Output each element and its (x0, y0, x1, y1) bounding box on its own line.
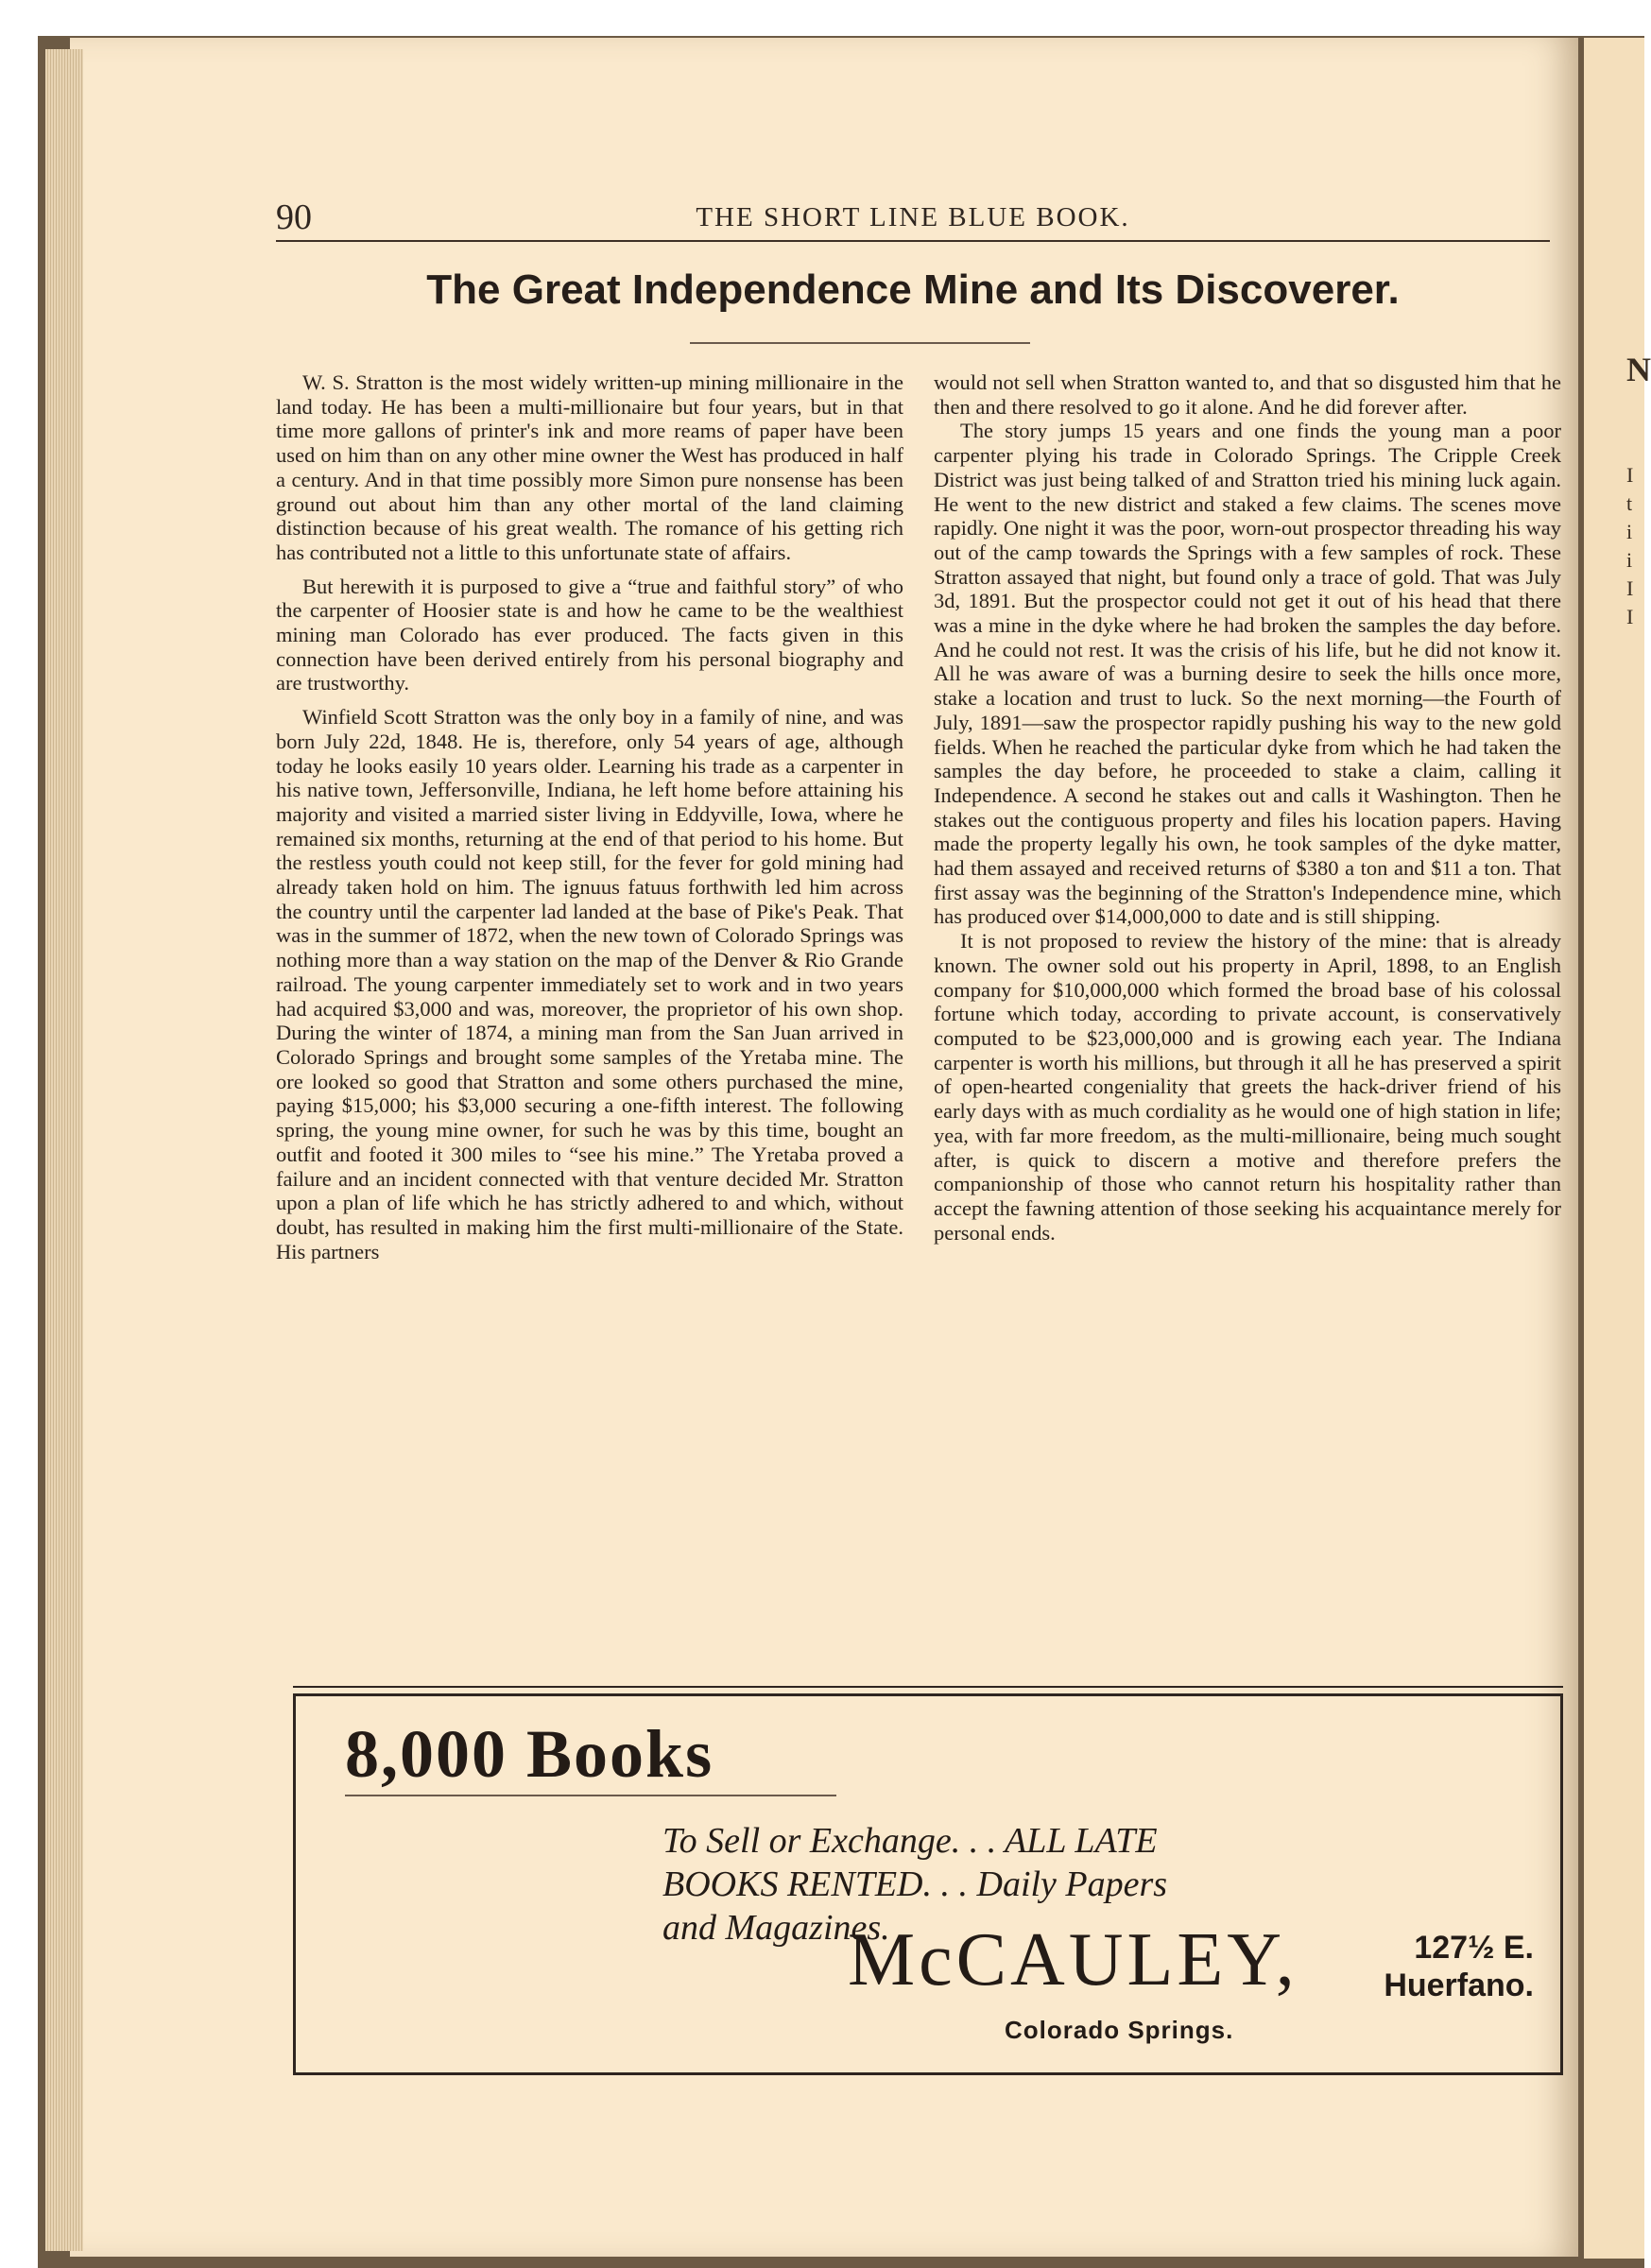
article-right-column (934, 370, 1561, 1245)
paragraph: W. S. Stratton is the most widely written-up mining millionaire in the land today. He has been a multi-millionaire but four years, but in that time more gallons of printer's ink and more reams of paper have been used on him than on any other mine owner the West has produced in half a century. And in that time possibly more Simon pure nonsense has been ground out about him than any other mortal of the land claiming distinction because of his great wealth. The romance of his getting rich has contributed not a little to this unfortunate state of affairs. (276, 370, 903, 564)
ad-address-street-number: 127½ E. (1414, 1930, 1534, 1966)
advertisement-box (293, 1693, 1563, 2075)
paragraph: The story jumps 15 years and one finds the young man a poor carpenter plying his trade in Colorado Springs. The Cripple Creek District was just being talked of and Stratton tried his mining luck again. He went to the new district and staked a few claims. The scenes move rapidly. One night it was the poor, worn-out prospector threading his way out of the camp towards the Springs with a few samples of rock. These Stratton assayed that night, but found only a trace of gold. That was July 3d, 1891. But the prospector could not get it out of his head that there was a mine in the dyke where he had broken the samples the day before. And he could not rest. It was the crisis of his life, but he did not know it. All he was aware of was a burning desire to seek the hills once more, stake a location and trust to luck. So the next morning—the Fourth of July, 1891—saw the prospector rapidly pushing his way to the new gold fields. When he reached the particular dyke from which he had taken the samples the day before, he proceeded to stake a claim, calling it Independence. A second he stakes out and calls it Washington. Then he stakes out the contiguous property and files his location papers. Having made the property legally his own, he took samples of the dyke matter, had them assayed and received returns of $380 a ton and $11 a ton. That first assay was the beginning of the Stratton's Independence mine, which has produced over $14,000,000 to date and is still shipping. (934, 419, 1561, 929)
ad-business-name: McCAULEY, (848, 1918, 1298, 2002)
facing-page-edge: N I t i i I I (1584, 38, 1644, 2259)
ad-copy-line: and Magazines. (662, 1908, 890, 1948)
ad-copy-line: BOOKS RENTED. . . Daily Papers (662, 1864, 1168, 1904)
paragraph: But herewith it is purposed to give a “true and faithful story” of who the carpenter of Hoosier state is and how he came to be the wealthiest mining man Colorado has ever produced. The facts given in this connection have been derived entirely from his personal biography and are trustworthy. (276, 574, 903, 696)
ad-address-street-name: Huerfano. (1384, 1967, 1534, 2003)
ad-headline-underline (345, 1795, 836, 1796)
book-page-edges (45, 49, 83, 2251)
ad-city: Colorado Springs. (1005, 2016, 1234, 2044)
page-header (276, 197, 1550, 240)
ad-headline: 8,000 Books (345, 1716, 714, 1792)
article-title: The Great Independence Mine and Its Discoverer. (426, 266, 1400, 313)
title-rule (690, 342, 1030, 344)
page-number: 90 (276, 198, 312, 237)
paragraph: It is not proposed to review the history of the mine: that is already known. The owner sold out his property in April, 1898, to an English company for $10,000,000 which formed the broad base of his colossal fortune which today, according to private account, is conservatively computed to be $23,000,000 and is growing each year. The Indiana carpenter is worth his millions, but through it all he has preserved a spirit of open-hearted congeniality that greets the hack-driver friend of his early days with as much cordiality as he would one of high station in life; yea, with far more freedom, as the multi-millionaire, being much sought after, is quick to discern a motive and therefore prefers the companionship of those who cannot return his hospitality rather than accept the fawning attention of those seeking his acquaintance merely for personal ends. (934, 929, 1561, 1245)
paragraph: Winfield Scott Stratton was the only boy in a family of nine, and was born July 22d, 1848. He is, therefore, only 54 years of age, although today he looks easily 10 years older. Learning his trade as a carpenter in his native town, Jeffersonville, Indiana, he left home before attaining his majority and visited a married sister living in Eddyville, Iowa, where he remained six months, returning at the end of that period to his home. But the restless youth could not keep still, for the fever for gold mining had already taken hold on him. The ignuus fatuus forthwith led him across the country until the carpenter lad landed at the base of Pike's Peak. That was in the summer of 1872, when the new town of Colorado Springs was nothing more than a way station on the map of the Denver & Rio Grande railroad. The young carpenter immediately set to work and in two years had acquired $3,000 and was, moreover, the proprietor of his own shop. During the winter of 1874, a mining man from the San Juan arrived in Colorado Springs and brought some samples of the Yretaba mine. The ore looked so good that Stratton and some others purchased the mine, paying $15,000; his $3,000 securing a one-fifth interest. The following spring, the young mine owner, for such he was by this time, bought an outfit and footed it 300 miles to “see his mine.” The Yretaba proved a failure and an incident connected with that venture decided Mr. Stratton upon a plan of life which he has strictly adhered to and which, without doubt, has resulted in making him the first multi-millionaire of the State. His partners (276, 705, 903, 1263)
scan-background (0, 0, 1644, 36)
advertisement-top-rule (293, 1686, 1563, 1688)
running-title: THE SHORT LINE BLUE BOOK. (696, 202, 1130, 232)
ad-copy-line: To Sell or Exchange. . . ALL LATE (662, 1821, 1158, 1861)
ad-address (1383, 1929, 1534, 2004)
header-rule (276, 240, 1550, 242)
article-left-column (276, 370, 903, 1263)
paragraph: would not sell when Stratton wanted to, and that so disgusted him that he then and there resolved to go it alone. And he did forever after. (934, 370, 1561, 419)
